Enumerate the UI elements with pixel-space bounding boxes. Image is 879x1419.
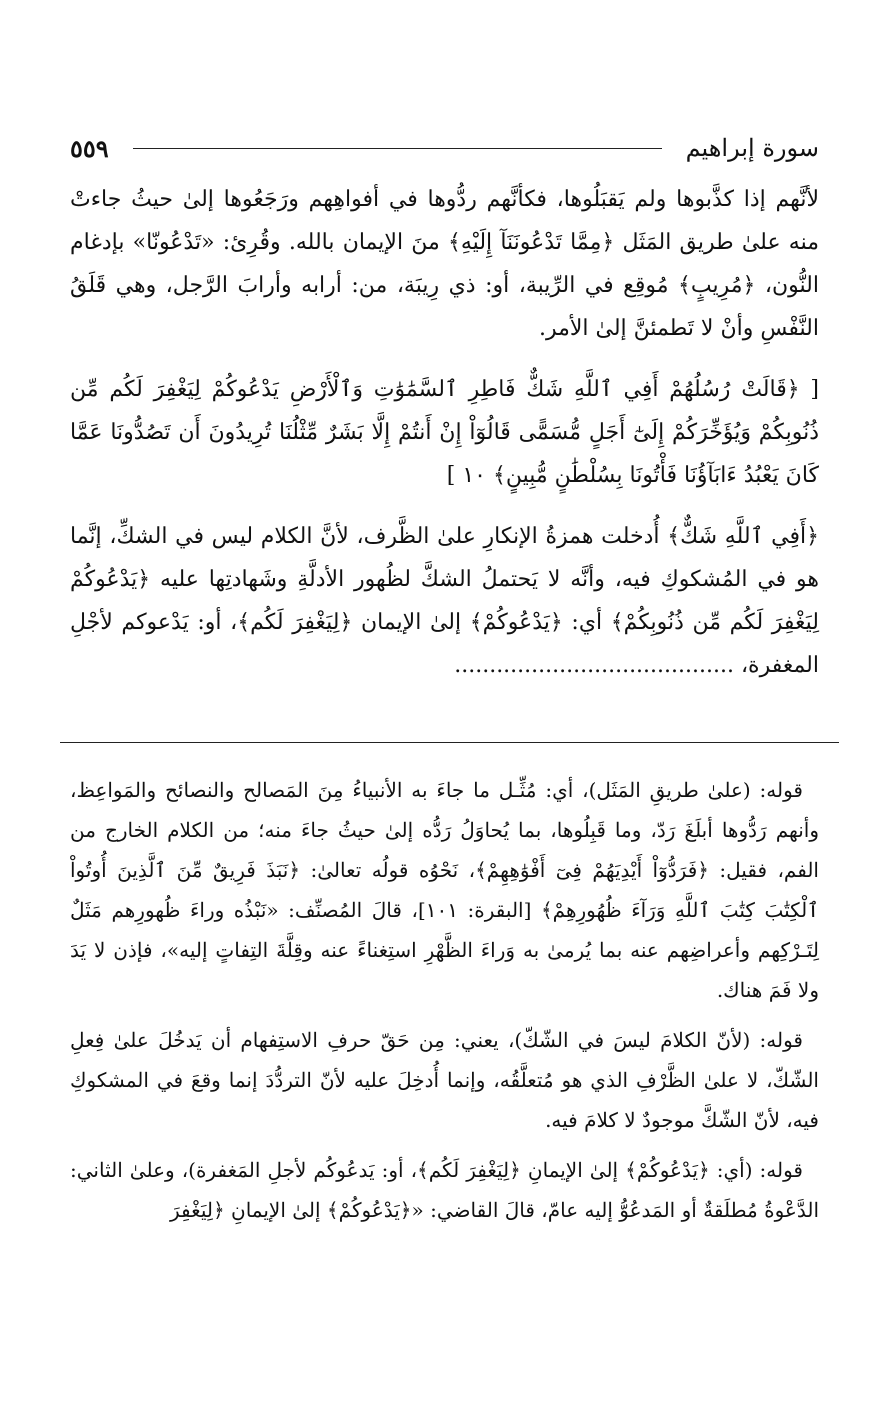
header-rule <box>133 148 662 149</box>
quran-verse: [ ﴿قَالَتْ رُسُلُهُمْ أَفِي ٱللَّهِ شَكٌّ فَاطِرِ ٱلسَّمَٰوَٰتِ وَٱلْأَرْضِ يَدْعُوكُمْ لِيَغْفِرَ لَكُم مِّن ذُنُوبِكُمْ وَيُؤَخِّرَكُمْ إِلَىٰٓ أَجَلٍ مُّسَمًّى قَالُوٓاْ إِنْ أَنتُمْ إِلَّا بَشَرٌ مِّثْلُنَا تُرِيدُونَ أَن تَصُدُّونَا عَمَّا كَانَ يَعْبُدُ ءَابَآؤُنَا فَأْتُونَا بِسُلْطَٰنٍ مُّبِينٍ﴾ ١٠ ] <box>70 377 819 488</box>
page-number: ٥٥٩ <box>70 133 109 163</box>
book-page <box>70 0 819 1419</box>
running-header <box>70 128 819 168</box>
note-paragraph-3: قوله: (أي: ﴿يَدْعُوكُمْ﴾ إلىٰ الإيمانِ ﴿لِيَغْفِرَ لَكُم﴾، أو: يَدعُوكُم لأجلِ المَغفرة)، وعلىٰ الثاني: الدَّعْوةُ مُطلَقةٌ أو المَدعُوُّ إليه عامّ، قالَ القاضي: «﴿يَدْعُوكُمْ﴾ إلىٰ الإيمانِ ﴿لِيَغْفِرَ <box>70 1158 819 1222</box>
tafsir-paragraph-1: لأنَّهم إذا كذَّبوها ولم يَقبَلُوها، فكأنَّهم ردُّوها في أفواهِهم ورَجَعُوها إلىٰ حيثُ جاءتْ منه علىٰ طريق المَثَل ﴿مِمَّا تَدْعُونَنَآ إِلَيْهِ﴾ منَ الإيمان بالله. وقُرِئ: «تَدْعُونّا» بإدغام النُّون، ﴿مُرِيبٍ﴾ مُوقِع في الرِّيبة، أو: ذي رِيبَة، من: أرابه وأرابَ الرَّجل، وهي قَلَقُ النَّفْسِ وأنْ لا تَطمئنَّ إلىٰ الأمر. <box>70 187 819 341</box>
commentary-notes <box>70 770 819 1240</box>
note-paragraph-1: قوله: (علىٰ طريقِ المَثَل)، أي: مُثِّـل ما جاءَ به الأنبياءُ مِنَ المَصالح والنصائح والمَواعِظ، وأنهم رَدُّوها أبلَغَ رَدّ، وما قَبِلُوها، بما يُحاوَلُ رَدُّه إلىٰ حيثُ جاءَ منه؛ من الكلام الخارج من الفم، فقيل: ﴿فَرَدُّوٓاْ أَيْدِيَهُمْ فِىٓ أَفْوَٰهِهِمْ﴾، نَحْوُه قولُه تعالىٰ: ﴿نَبَذَ فَرِيقٌ مِّنَ ٱلَّذِينَ أُوتُواْ ٱلْكِتَٰبَ كِتَٰبَ ٱللَّهِ وَرَآءَ ظُهُورِهِمْ﴾ [البقرة: ١٠١]، قالَ المُصنِّف: «نَبْذُه وراءَ ظُهورِهم مَثَلٌ لِتَـرْكِهم وأعراضِهم عنه بما يُرمىٰ به وَراءَ الظَّهْرِ استِغناءً عنه وقِلَّةَ التِفاتٍ إليه»، فإذن لا يَدَ ولا فَمَ هناك. <box>70 778 819 1002</box>
footnote-divider <box>60 742 839 743</box>
chapter-title: سورة إبراهيم <box>685 134 819 162</box>
note-paragraph-2: قوله: (لأنّ الكلامَ ليسَ في الشّكّ)، يعني: مِن حَقّ حرفِ الاستِفهام أن يَدخُلَ علىٰ فِعلِ الشّكّ، لا علىٰ الظَّرْفِ الذي هو مُتعلَّقُه، وإنما أُدخِلَ عليه لأنّ التردُّدَ إنما وقعَ في المشكوكِ فيه، لأنّ الشّكَّ موجودٌ لا كلامَ فيه. <box>70 1028 819 1132</box>
tafsir-paragraph-2: ﴿أَفِي ٱللَّهِ شَكٌّ﴾ أُدخلت همزةُ الإنكارِ علىٰ الظَّرف، لأنَّ الكلام ليس في الشكِّ، إنَّما هو في المُشكوكِ فيه، وأنَّه لا يَحتملُ الشكَّ لظُهور الأدلَّةِ وشَهادتِها عليه ﴿يَدْعُوكُمْ لِيَغْفِرَ لَكُم مِّن ذُنُوبِكُمْ﴾ أي: ﴿يَدْعُوكُمْ﴾ إلىٰ الإيمان ﴿لِيَغْفِرَ لَكُم﴾، أو: يَدْعوكم لأجْلِ المغفرة، ........................................ <box>70 524 819 678</box>
main-text <box>70 178 819 705</box>
